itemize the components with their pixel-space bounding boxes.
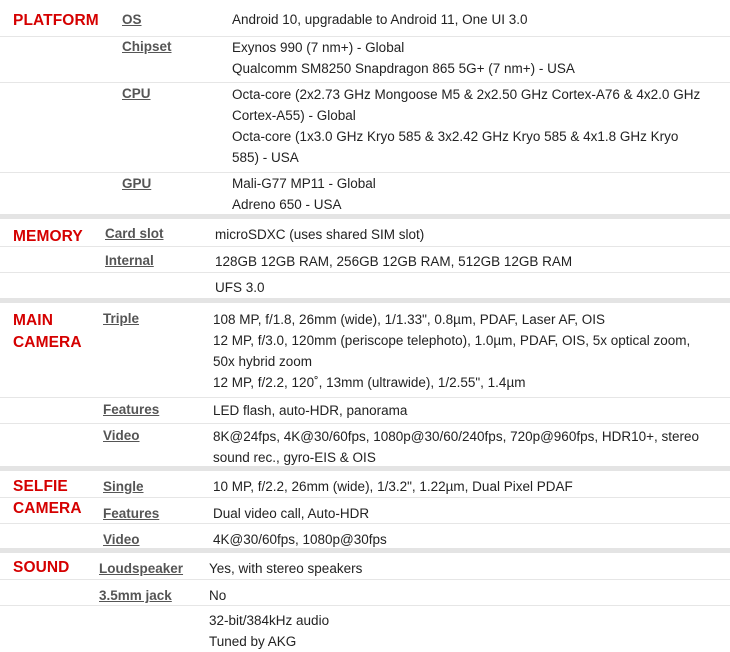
platform-category-title: PLATFORM (13, 12, 99, 29)
spec-value-line: UFS 3.0 (215, 280, 265, 295)
spec-value-line: 50x hybrid zoom (213, 354, 313, 369)
main-camera-section (0, 298, 730, 466)
spec-value-selfie-video (213, 529, 387, 550)
spec-label-chipset[interactable]: Chipset (122, 39, 172, 54)
memory-section (0, 214, 730, 298)
spec-label-card-slot[interactable]: Card slot (105, 226, 164, 241)
platform-section (0, 0, 730, 214)
spec-row-main-features (0, 397, 730, 424)
sound-category-title: SOUND (13, 559, 70, 576)
spec-value-gpu (232, 173, 376, 215)
spec-value-selfie-features (213, 503, 369, 524)
spec-label-selfie-features[interactable]: Features (103, 506, 160, 521)
category-line: MAIN (13, 312, 54, 329)
spec-label-loudspeaker[interactable]: Loudspeaker (99, 561, 184, 576)
spec-row-internal (0, 246, 730, 273)
spec-value-line: Dual video call, Auto-HDR (213, 506, 370, 521)
spec-row-sound-extra (0, 605, 730, 652)
spec-label-os[interactable]: OS (122, 12, 142, 27)
spec-label-cpu[interactable]: CPU (122, 86, 151, 101)
spec-value-line: 8K@24fps, 4K@30/60fps, 1080p@30/60/240fps, 720p@960fps, HDR10+, stereo (213, 429, 700, 444)
spec-label-jack[interactable]: 3.5mm jack (99, 588, 172, 603)
spec-value-line: 4K@30/60fps, 1080p@30fps (213, 532, 387, 547)
spec-value-line: Yes, with stereo speakers (209, 561, 363, 576)
sound-section (0, 548, 730, 649)
spec-value-card-slot (215, 224, 424, 245)
spec-value-line: Octa-core (2x2.73 GHz Mongoose M5 & 2x2.50 GHz Cortex-A76 & 4x2.0 GHz (232, 87, 701, 102)
spec-value-line: 108 MP, f/1.8, 26mm (wide), 1/1.33", 0.8µm, PDAF, Laser AF, OIS (213, 312, 605, 327)
spec-value-main-features (213, 400, 407, 421)
category-line: SELFIE (13, 478, 68, 495)
spec-value-single (213, 476, 573, 497)
spec-value-line: Qualcomm SM8250 Snapdragon 865 5G+ (7 nm+) - USA (232, 61, 575, 76)
spec-value-line: 10 MP, f/2.2, 26mm (wide), 1/3.2", 1.22µm, Dual Pixel PDAF (213, 479, 573, 494)
spec-value-jack (209, 585, 226, 606)
spec-row-cpu (0, 82, 730, 173)
spec-value-line: 585) - USA (232, 150, 299, 165)
spec-row-single (0, 471, 730, 497)
spec-value-line: LED flash, auto-HDR, panorama (213, 403, 408, 418)
spec-value-internal (215, 251, 572, 272)
category-line: CAMERA (13, 334, 82, 351)
spec-value-line: microSDXC (uses shared SIM slot) (215, 227, 425, 242)
spec-value-line: 12 MP, f/3.0, 120mm (periscope telephoto), 1.0µm, PDAF, OIS, 5x optical zoom, (213, 333, 691, 348)
spec-value-main-video (213, 426, 699, 468)
spec-value-line: Tuned by AKG (209, 634, 297, 649)
spec-value-line: Cortex-A55) - Global (232, 108, 356, 123)
spec-label-internal[interactable]: Internal (105, 253, 154, 268)
spec-value-line: 128GB 12GB RAM, 256GB 12GB RAM, 512GB 12GB RAM (215, 254, 573, 269)
spec-row-triple (0, 303, 730, 397)
spec-value-line: Mali-G77 MP11 - Global (232, 176, 376, 191)
spec-label-main-video[interactable]: Video (103, 428, 140, 443)
spec-row-card-slot (0, 219, 730, 246)
spec-label-main-features[interactable]: Features (103, 402, 160, 417)
spec-row-storage (0, 272, 730, 299)
spec-value-line: 12 MP, f/2.2, 120˚, 13mm (ultrawide), 1/2.55", 1.4µm (213, 375, 526, 390)
spec-label-single[interactable]: Single (103, 479, 144, 494)
spec-value-chipset (232, 37, 575, 79)
spec-label-selfie-video[interactable]: Video (103, 532, 140, 547)
spec-value-line: 32-bit/384kHz audio (209, 613, 330, 628)
spec-value-loudspeaker (209, 558, 362, 579)
spec-label-triple[interactable]: Triple (103, 311, 140, 326)
spec-value-line: Android 10, upgradable to Android 11, One UI 3.0 (232, 12, 528, 27)
spec-value-triple (213, 309, 690, 393)
spec-row-chipset (0, 36, 730, 83)
spec-value-os (232, 9, 527, 30)
spec-row-os (0, 0, 730, 36)
spec-value-line: Adreno 650 - USA (232, 197, 342, 212)
selfie-camera-section (0, 466, 730, 548)
spec-value-line: No (209, 588, 227, 603)
spec-value-line: Exynos 990 (7 nm+) - Global (232, 40, 405, 55)
spec-row-selfie-features (0, 497, 730, 524)
spec-row-main-video (0, 423, 730, 472)
spec-row-loudspeaker (0, 553, 730, 579)
spec-row-gpu (0, 172, 730, 215)
spec-value-cpu (232, 84, 700, 168)
spec-row-jack (0, 579, 730, 606)
spec-value-line: sound rec., gyro-EIS & OIS (213, 450, 376, 465)
spec-label-gpu[interactable]: GPU (122, 176, 152, 191)
spec-value-storage (215, 277, 265, 298)
spec-value-line: Octa-core (1x3.0 GHz Kryo 585 & 3x2.42 GHz Kryo 585 & 4x1.8 GHz Kryo (232, 129, 679, 144)
memory-category-title: MEMORY (13, 228, 83, 245)
category-line: CAMERA (13, 500, 82, 517)
